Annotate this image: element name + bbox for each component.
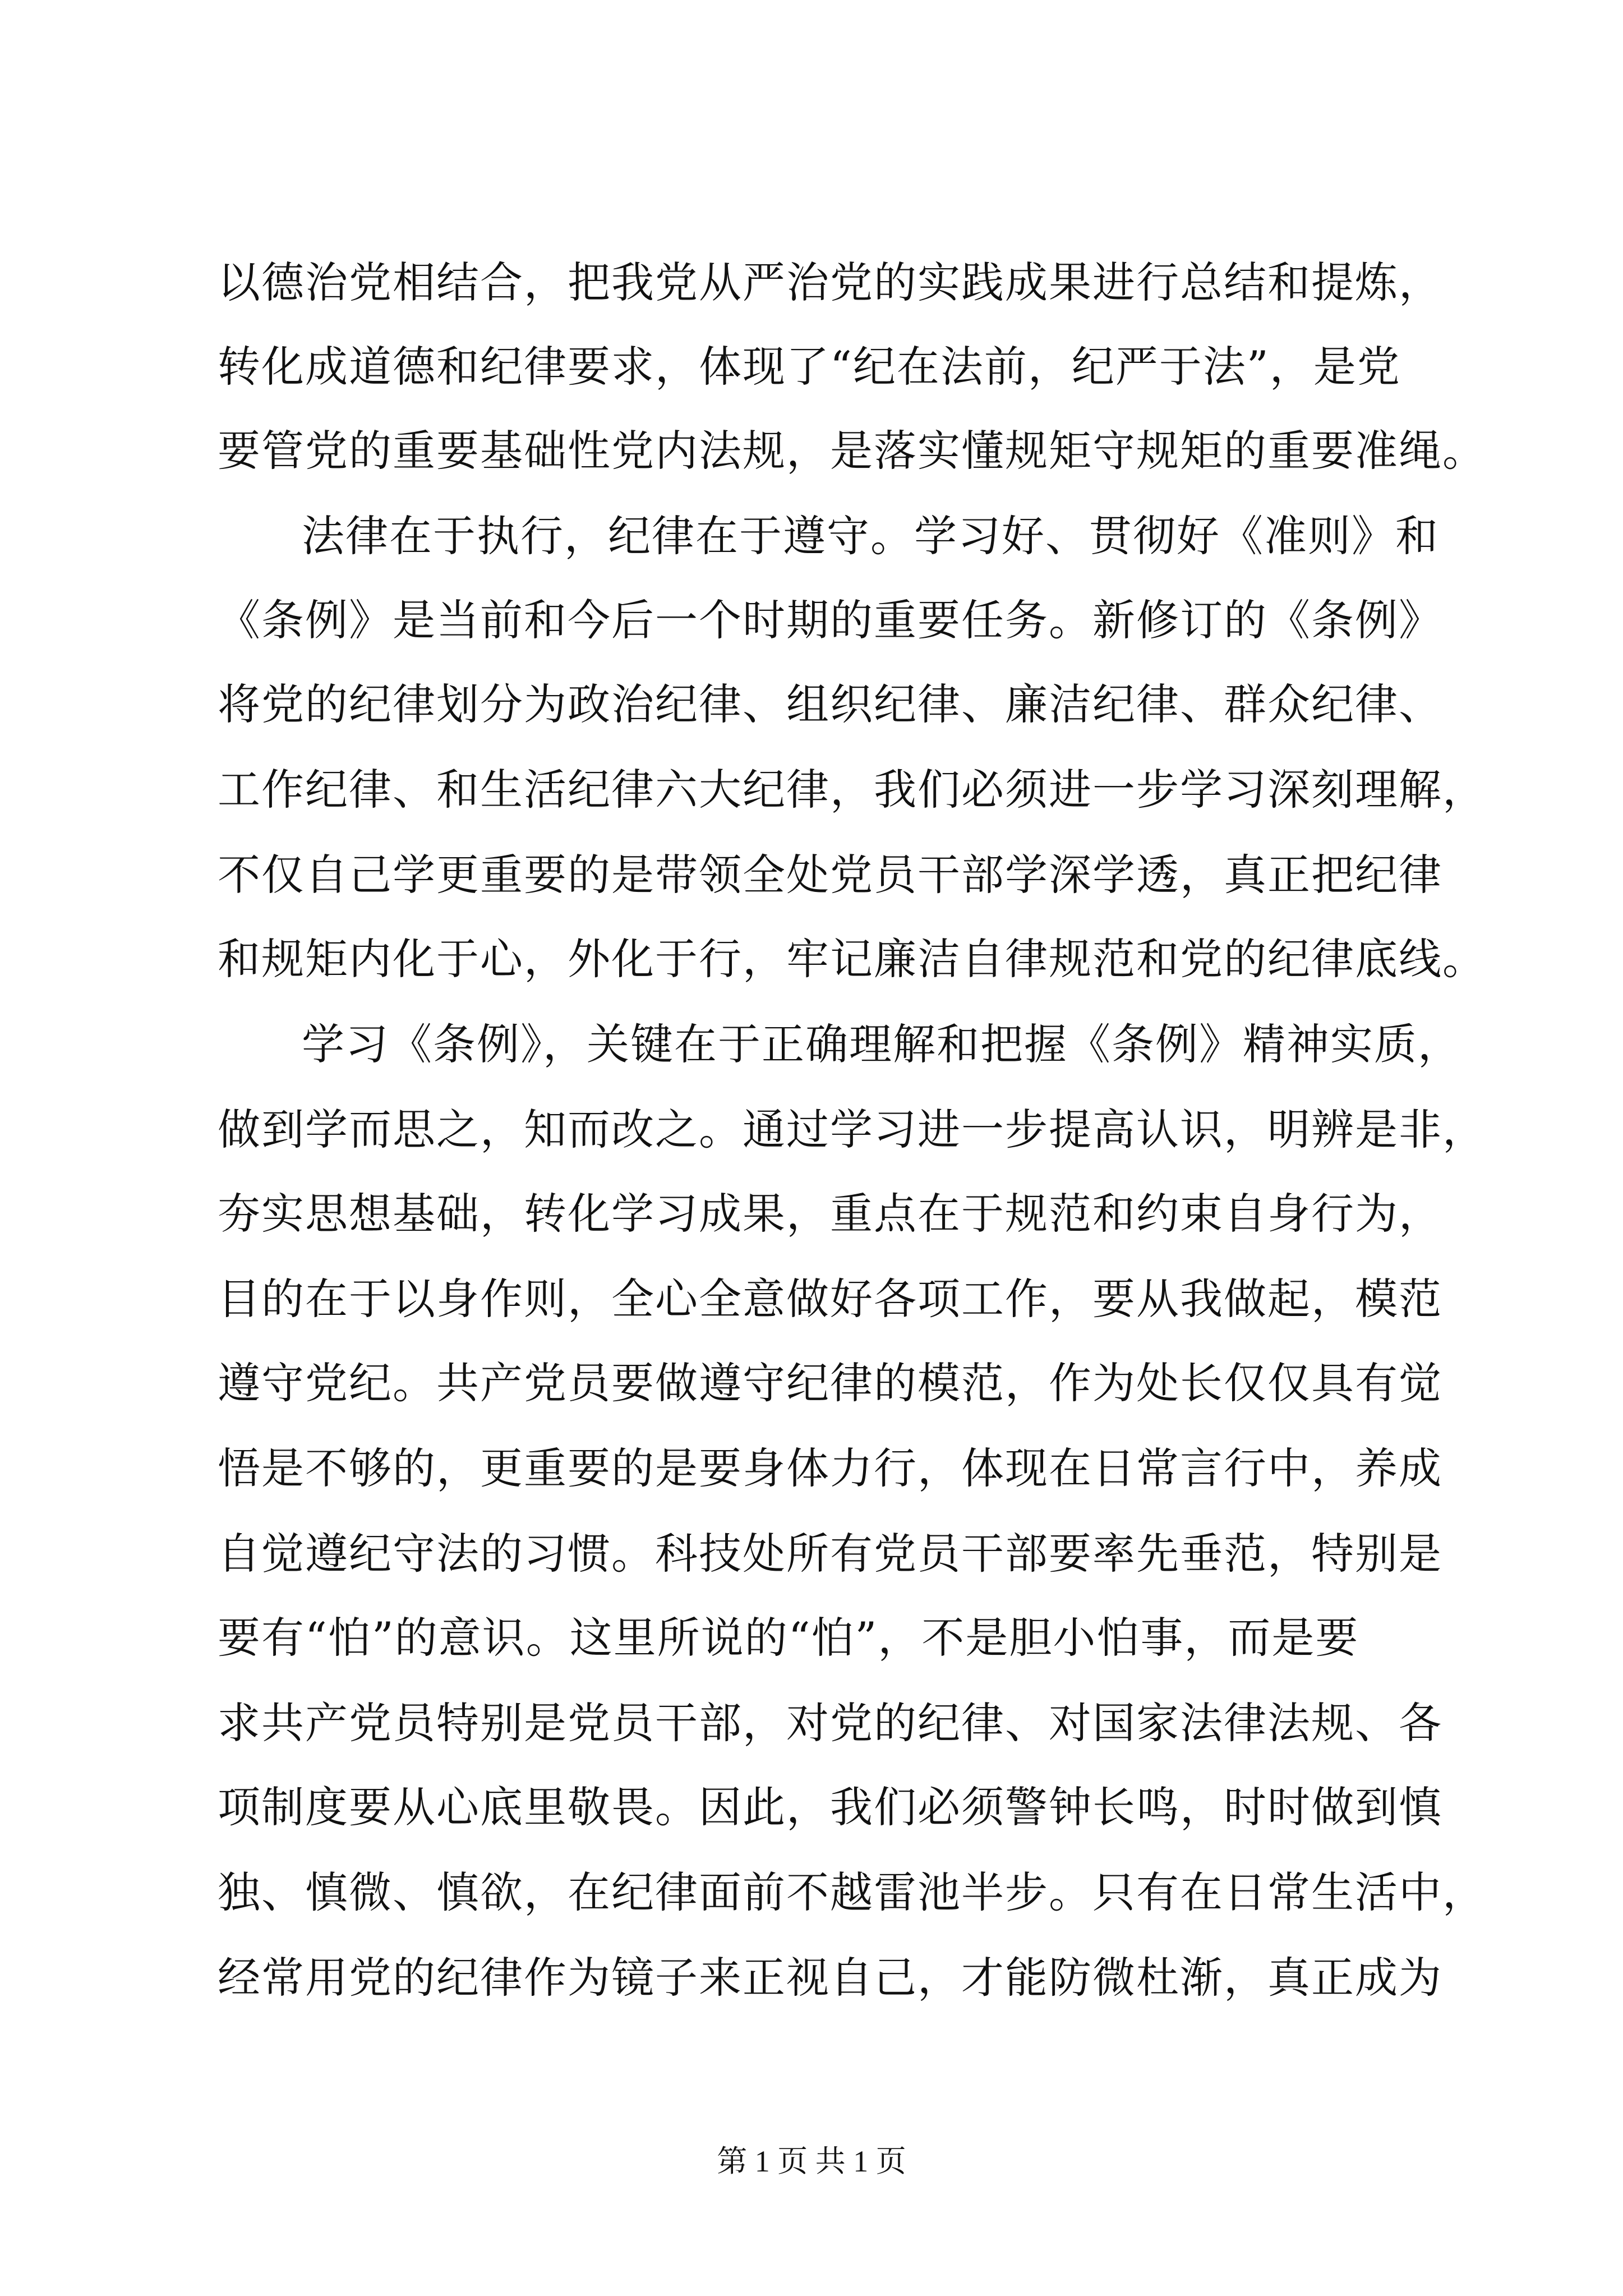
page-number-footer: 第 1 页 共 1 页 (717, 2145, 906, 2178)
text-line: 求共产党员特别是党员干部，对党的纪律、对国家法律法规、各 (218, 1698, 1442, 1748)
paragraph-first-line: 学习《条例》，关键在于正确理解和把握《条例》精神实质， (302, 1019, 1461, 1069)
text-line: 遵守党纪。共产党员要做遵守纪律的模范，作为处长仅仅具有觉 (218, 1358, 1442, 1408)
text-line: 《条例》是当前和今后一个时期的重要任务。新修订的《条例》 (218, 595, 1442, 645)
text-line: 要有“怕”的意识。这里所说的“怕”，不是胆小怕事，而是要 (218, 1613, 1359, 1663)
text-line: 将党的纪律划分为政治纪律、组织纪律、廉洁纪律、群众纪律、 (218, 679, 1442, 729)
text-line: 经常用党的纪律作为镜子来正视自己，才能防微杜渐，真正成为 (218, 1953, 1442, 2003)
text-line: 目的在于以身作则，全心全意做好各项工作，要从我做起，模范 (218, 1274, 1442, 1324)
text-line: 做到学而思之，知而改之。通过学习进一步提高认识，明辨是非， (218, 1105, 1486, 1154)
paragraph-first-line: 法律在于执行，纪律在于遵守。学习好、贯彻好《准则》和 (302, 511, 1439, 561)
text-line: 夯实思想基础，转化学习成果，重点在于规范和约束自身行为， (218, 1189, 1442, 1239)
text-line: 不仅自己学更重要的是带领全处党员干部学深学透，真正把纪律 (218, 850, 1442, 900)
text-line: 悟是不够的，更重要的是要身体力行，体现在日常言行中，养成 (218, 1443, 1442, 1493)
text-line: 项制度要从心底里敬畏。因此，我们必须警钟长鸣，时时做到慎 (218, 1782, 1442, 1832)
text-line: 和规矩内化于心，外化于行，牢记廉洁自律规范和党的纪律底线。 (218, 934, 1486, 984)
text-line: 要管党的重要基础性党内法规，是落实懂规矩守规矩的重要准绳。 (218, 426, 1486, 476)
text-line: 以德治党相结合，把我党从严治党的实践成果进行总结和提炼， (218, 257, 1442, 307)
text-line: 自觉遵纪守法的习惯。科技处所有党员干部要率先垂范，特别是 (218, 1529, 1442, 1579)
text-line: 独、慎微、慎欲，在纪律面前不越雷池半步。只有在日常生活中， (218, 1867, 1486, 1917)
text-line: 工作纪律、和生活纪律六大纪律，我们必须进一步学习深刻理解， (218, 765, 1486, 815)
text-line: 转化成道德和纪律要求，体现了“纪在法前，纪严于法”，是党 (218, 342, 1401, 392)
